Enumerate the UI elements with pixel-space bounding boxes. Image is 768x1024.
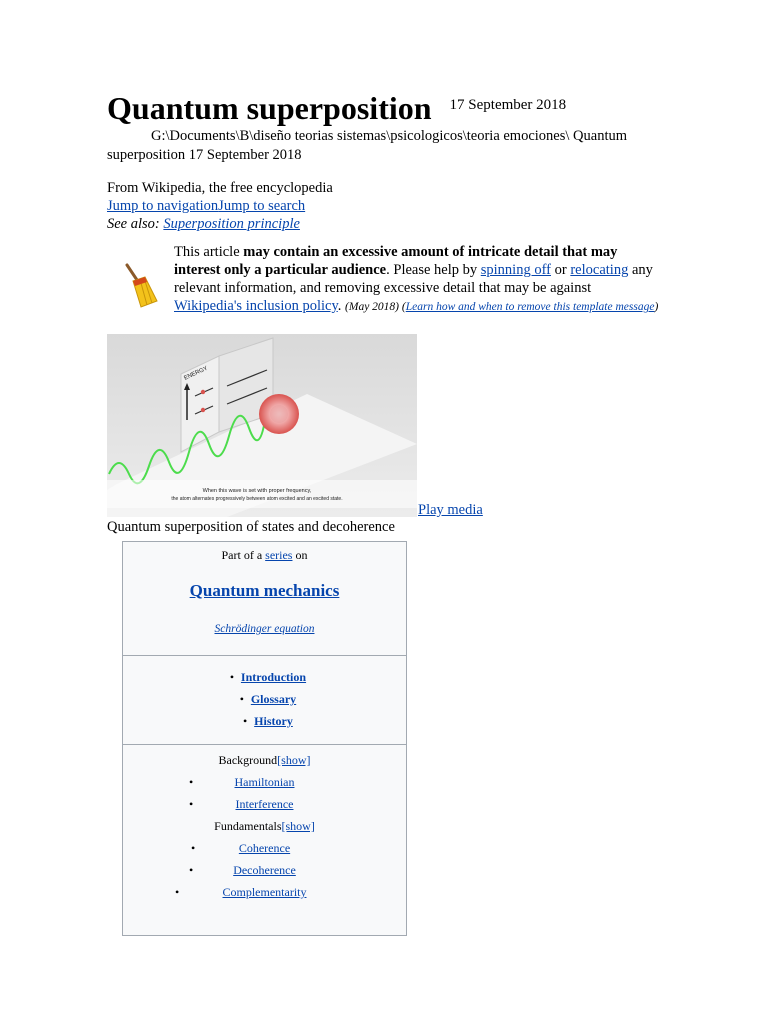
play-media-link[interactable]: Play media (418, 502, 483, 518)
infobox-nav (123, 656, 406, 745)
file-path (107, 127, 667, 165)
video-caption-line-2: the atom alternates progressively between atom excited and an excited state. (171, 496, 343, 502)
title-date: 17 September 2018 (449, 97, 567, 113)
broom-icon (121, 263, 161, 309)
video-caption-line-1: When this wave is set with proper frequency, (202, 488, 312, 494)
video-player[interactable] (107, 334, 417, 517)
relocating-link[interactable]: relocating (570, 262, 629, 278)
video-frame (107, 334, 417, 517)
list-item: • Complementarity (175, 885, 307, 899)
jump-to-navigation-link[interactable]: Jump to navigation (107, 198, 219, 214)
notice-paren-open: ( (399, 301, 406, 313)
notice-text-6: . (337, 298, 346, 314)
series-link[interactable]: series (265, 548, 293, 562)
list-item: • Decoherence (189, 863, 296, 877)
jump-to-search-link[interactable]: Jump to search (218, 198, 306, 214)
file-path-text: G:\Documents\B\diseño teorias sistemas\psicologicos\teoria emociones\ Quantum superposition 17 September 2018 (107, 128, 628, 163)
infobox-header (123, 542, 406, 656)
source-line: From Wikipedia, the free encyclopedia (107, 180, 333, 196)
list-item: • Coherence (191, 841, 291, 855)
notice-text-bold: may contain an excessive amount of intricate detail that may interest only a particular audience (174, 244, 618, 278)
list-item: • Glossary (239, 692, 297, 706)
fundamentals-show-toggle[interactable]: [show] (281, 819, 315, 833)
background-label: Background (218, 753, 278, 767)
notice-text-4: or (551, 262, 571, 278)
list-item: • Introduction (229, 670, 307, 684)
notice-text (174, 243, 659, 316)
notice-paren-close: ) (654, 301, 659, 313)
list-item: • Hamiltonian (189, 775, 295, 789)
inclusion-policy-link[interactable]: Wikipedia's inclusion policy (174, 298, 338, 314)
see-also-label: See also: (107, 216, 160, 232)
decoherence-link[interactable]: Decoherence (233, 863, 296, 877)
list-item: • Interference (189, 797, 294, 811)
fundamentals-label: Fundamentals (214, 819, 282, 833)
title-row (107, 90, 566, 127)
notice-text-5: any relevant information, and removing excessive detail that may be against (174, 262, 653, 296)
notice-text-3: . Please help by (386, 262, 481, 278)
schrodinger-equation-link[interactable]: Schrödinger equation (214, 623, 315, 635)
media-caption: Quantum superposition of states and decoherence (107, 519, 395, 535)
interference-link[interactable]: Interference (235, 797, 294, 811)
complementarity-link[interactable]: Complementarity (222, 885, 307, 899)
notice-text-1: This article (174, 244, 244, 260)
notice-date: (May 2018) (345, 301, 400, 313)
fundamentals-group-header (123, 815, 406, 837)
history-link[interactable]: History (254, 714, 293, 728)
spinning-off-link[interactable]: spinning off (480, 262, 551, 278)
learn-remove-link[interactable]: Learn how and when to remove this template message (405, 301, 655, 313)
energy-label: ENERGY (183, 365, 209, 382)
background-group-header (123, 749, 406, 771)
hamiltonian-link[interactable]: Hamiltonian (234, 775, 295, 789)
background-show-toggle[interactable]: [show] (277, 753, 311, 767)
series-post: on (292, 548, 308, 562)
list-item: • History (243, 714, 293, 728)
page-title: Quantum superposition (107, 90, 432, 126)
excessive-detail-notice (107, 243, 667, 331)
series-pre: Part of a (221, 548, 266, 562)
see-also-line (107, 216, 300, 233)
infobox-topics (123, 745, 406, 903)
introduction-link[interactable]: Introduction (240, 670, 307, 684)
quantum-mechanics-infobox (122, 541, 407, 936)
glossary-link[interactable]: Glossary (250, 692, 297, 706)
quantum-mechanics-link[interactable]: Quantum mechanics (189, 581, 340, 600)
series-line (123, 542, 406, 563)
jump-links (107, 198, 305, 215)
superposition-principle-link[interactable]: Superposition principle (163, 216, 300, 232)
coherence-link[interactable]: Coherence (238, 841, 291, 855)
